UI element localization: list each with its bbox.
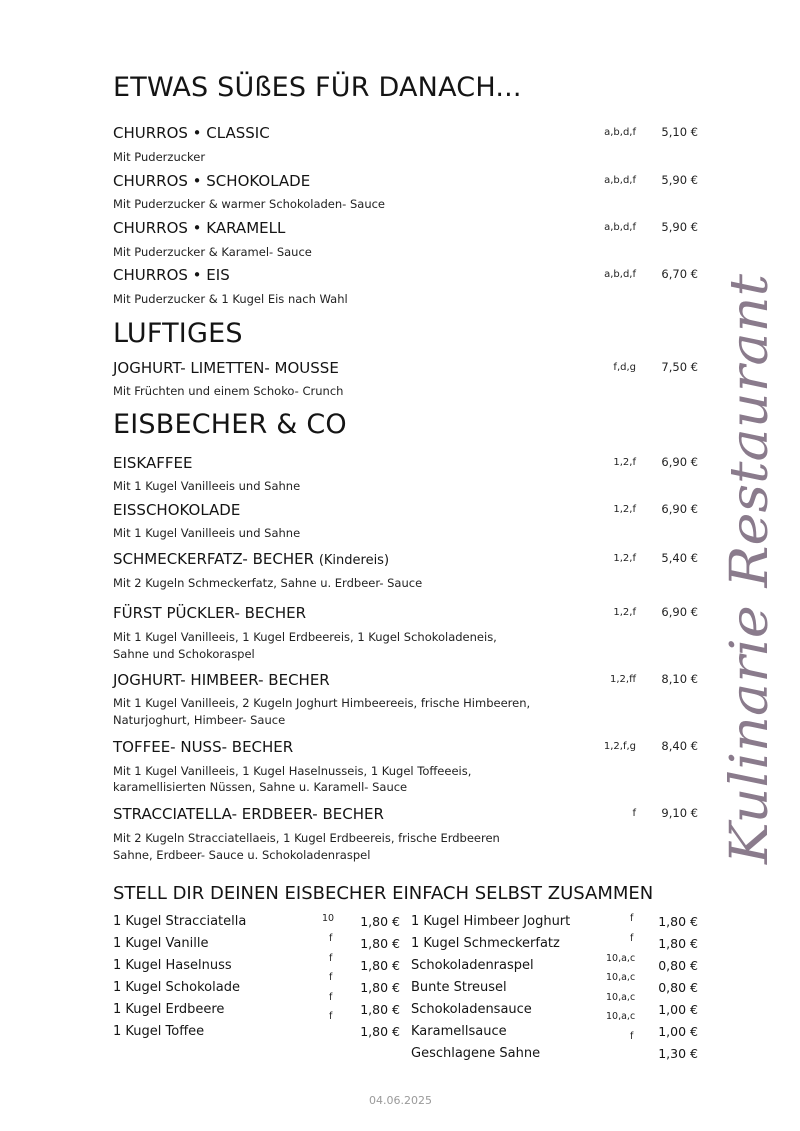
topping-item-allergens: 10,a,c	[606, 972, 636, 983]
menu-item-description: Mit Puderzucker & Karamel- Sauce	[113, 245, 312, 259]
topping-item-price: 1,00 €	[658, 1024, 698, 1039]
menu-item-price: 5,40 €	[661, 551, 698, 565]
menu-item-name: CHURROS • KARAMELL	[113, 219, 286, 237]
scoop-item-name: 1 Kugel Toffee	[113, 1024, 205, 1039]
menu-item-allergens: 1,2,f	[613, 457, 636, 468]
menu-item-allergens: a,b,d,f	[604, 269, 636, 280]
menu-item-name: CHURROS • SCHOKOLADE	[113, 172, 311, 190]
scoop-item-price: 1,80 €	[360, 1024, 400, 1039]
menu-item-allergens: 1,2,f	[613, 504, 636, 515]
logo-text: Kulinarie Restaurant	[725, 314, 780, 864]
menu-item-description: Mit 1 Kugel Vanilleeis, 2 Kugeln Joghurt Himbeereeis, frische Himbeeren,	[113, 696, 531, 710]
menu-item-name: FÜRST PÜCKLER- BECHER	[113, 604, 307, 622]
scoop-item-allergens: f	[329, 1011, 333, 1022]
menu-item-note: (Kindereis)	[318, 553, 390, 568]
topping-item-allergens: f	[630, 913, 634, 924]
menu-item-description-line2: karamellisierten Nüssen, Sahne u. Karamell- Sauce	[113, 780, 408, 794]
scoop-item-name: 1 Kugel Erdbeere	[113, 1002, 225, 1017]
scoop-item-name: 1 Kugel Haselnuss	[113, 958, 232, 973]
menu-item-description-line2: Naturjoghurt, Himbeer- Sauce	[113, 713, 286, 727]
scoop-item-name: 1 Kugel Schokolade	[113, 980, 240, 995]
section-title-eisbecher: EISBECHER & CO	[113, 409, 347, 440]
scoop-item-price: 1,80 €	[360, 958, 400, 973]
menu-item-price: 5,90 €	[661, 173, 698, 187]
menu-item-name	[113, 550, 389, 568]
menu-item-name: CHURROS • EIS	[113, 266, 230, 284]
menu-item-description: Mit 2 Kugeln Stracciatellaeis, 1 Kugel Erdbeereis, frische Erdbeeren	[113, 831, 500, 845]
topping-item-name: Schokoladensauce	[411, 1002, 532, 1017]
topping-item-name: Geschlagene Sahne	[411, 1046, 541, 1061]
scoop-item-price: 1,80 €	[360, 914, 400, 929]
scoop-item-price: 1,80 €	[360, 980, 400, 995]
scoop-item-allergens: f	[329, 992, 333, 1003]
menu-item-allergens: 1,2,f	[613, 607, 636, 618]
topping-item-allergens: f	[630, 1031, 634, 1042]
menu-item-price: 5,90 €	[661, 220, 698, 234]
menu-item-description: Mit 1 Kugel Vanilleeis und Sahne	[113, 526, 301, 540]
menu-item-description: Mit 1 Kugel Vanilleeis und Sahne	[113, 479, 301, 493]
menu-item-allergens: a,b,d,f	[604, 175, 636, 186]
menu-item-name: EISKAFFEE	[113, 454, 193, 472]
scoop-item-price: 1,80 €	[360, 1002, 400, 1017]
topping-item-price: 0,80 €	[658, 958, 698, 973]
topping-item-allergens: 10,a,c	[606, 1011, 636, 1022]
topping-item-price: 1,00 €	[658, 1002, 698, 1017]
scoop-item-allergens: 10	[322, 913, 335, 924]
menu-item-name: JOGHURT- HIMBEER- BECHER	[113, 671, 330, 689]
topping-item-allergens: 10,a,c	[606, 953, 636, 964]
scoop-item-name: 1 Kugel Stracciatella	[113, 914, 247, 929]
topping-item-allergens: 10,a,c	[606, 992, 636, 1003]
menu-item-price: 6,90 €	[661, 605, 698, 619]
menu-item-allergens: f,d,g	[613, 362, 636, 373]
topping-item-name: 1 Kugel Schmeckerfatz	[411, 936, 560, 951]
menu-item-name: CHURROS • CLASSIC	[113, 124, 270, 142]
menu-item-price: 6,90 €	[661, 455, 698, 469]
menu-item-price: 8,10 €	[661, 672, 698, 686]
menu-item-price: 5,10 €	[661, 125, 698, 139]
menu-item-description: Mit Puderzucker & 1 Kugel Eis nach Wahl	[113, 292, 348, 306]
menu-item-allergens: 1,2,f,g	[603, 741, 636, 752]
topping-item-allergens: f	[630, 933, 634, 944]
menu-item-description: Mit 1 Kugel Vanilleeis, 1 Kugel Haselnusseis, 1 Kugel Toffeeeis,	[113, 764, 472, 778]
menu-item-allergens: 1,2,ff	[610, 674, 636, 685]
menu-item-name: TOFFEE- NUSS- BECHER	[113, 738, 294, 756]
topping-item-price: 1,80 €	[658, 914, 698, 929]
topping-item-price: 1,30 €	[658, 1046, 698, 1061]
section-title-build-your-own: STELL DIR DEINEN EISBECHER EINFACH SELBST ZUSAMMEN	[113, 883, 654, 904]
menu-item-allergens: a,b,d,f	[604, 222, 636, 233]
section-title-dessert: ETWAS SÜßES FÜR DANACH...	[113, 72, 522, 103]
menu-item-name: JOGHURT- LIMETTEN- MOUSSE	[113, 359, 339, 377]
menu-item-allergens: a,b,d,f	[604, 127, 636, 138]
topping-item-name: Schokoladenraspel	[411, 958, 534, 973]
topping-item-name: 1 Kugel Himbeer Joghurt	[411, 914, 571, 929]
menu-item-price: 6,70 €	[661, 267, 698, 281]
menu-item-allergens: f	[632, 808, 636, 819]
scoop-item-allergens: f	[329, 972, 333, 983]
scoop-item-price: 1,80 €	[360, 936, 400, 951]
scoop-item-allergens: f	[329, 933, 333, 944]
menu-item-price: 9,10 €	[661, 806, 698, 820]
menu-item-description: Mit 2 Kugeln Schmeckerfatz, Sahne u. Erdbeer- Sauce	[113, 576, 423, 590]
topping-item-price: 1,80 €	[658, 936, 698, 951]
menu-item-allergens: 1,2,f	[613, 553, 636, 564]
menu-item-description-line2: Sahne, Erdbeer- Sauce u. Schokoladenraspel	[113, 848, 371, 862]
menu-item-name: EISSCHOKOLADE	[113, 501, 241, 519]
menu-item-description: Mit Früchten und einem Schoko- Crunch	[113, 384, 344, 398]
section-title-luftiges: LUFTIGES	[113, 318, 243, 349]
menu-item-description: Mit Puderzucker & warmer Schokoladen- Sauce	[113, 197, 386, 211]
scoop-item-name: 1 Kugel Vanille	[113, 936, 209, 951]
menu-item-name-text: SCHMECKERFATZ- BECHER	[113, 550, 315, 568]
menu-item-price: 7,50 €	[661, 360, 698, 374]
restaurant-script-logo	[725, 268, 785, 868]
topping-item-price: 0,80 €	[658, 980, 698, 995]
menu-item-price: 8,40 €	[661, 739, 698, 753]
menu-item-description: Mit 1 Kugel Vanilleeis, 1 Kugel Erdbeereis, 1 Kugel Schokoladeneis,	[113, 630, 497, 644]
scoop-item-allergens: f	[329, 953, 333, 964]
menu-item-price: 6,90 €	[661, 502, 698, 516]
topping-item-name: Karamellsauce	[411, 1024, 507, 1039]
footer-date: 04.06.2025	[369, 1094, 432, 1107]
menu-item-name: STRACCIATELLA- ERDBEER- BECHER	[113, 805, 384, 823]
menu-item-description-line2: Sahne und Schokoraspel	[113, 647, 255, 661]
topping-item-name: Bunte Streusel	[411, 980, 507, 995]
menu-item-description: Mit Puderzucker	[113, 150, 206, 164]
